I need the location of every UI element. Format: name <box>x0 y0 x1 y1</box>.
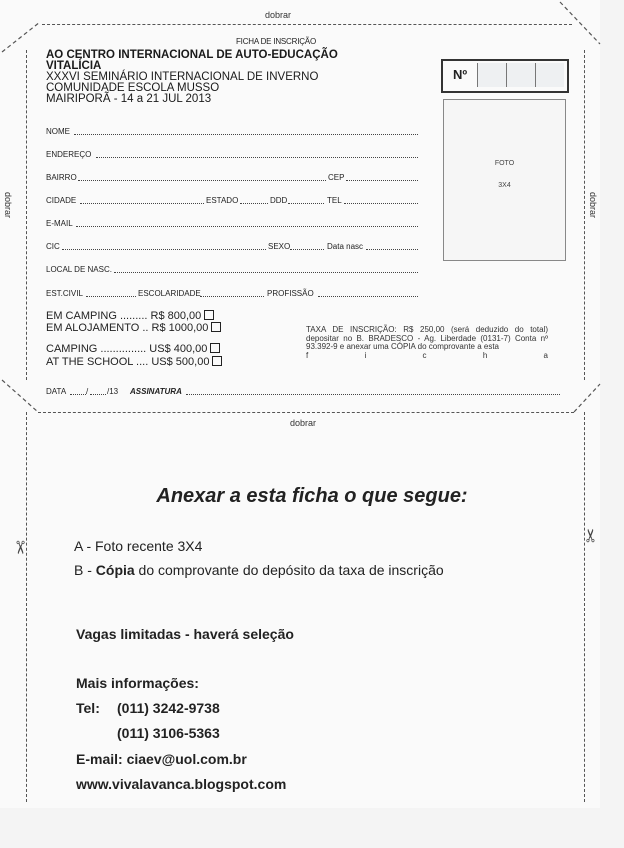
field-label-profissao: PROFISSÃO <box>267 289 314 298</box>
phone-1: (011) 3242-9738 <box>117 700 220 716</box>
field-label-email: E-MAIL <box>46 219 73 228</box>
local-nasc-field[interactable] <box>114 272 418 273</box>
scissors-icon: ✂ <box>581 527 602 544</box>
option-label: EM ALOJAMENTO .. R$ 1000,00 <box>46 322 209 334</box>
ficha-letter: f <box>306 350 309 360</box>
field-label-estado: ESTADO <box>206 196 239 205</box>
assinatura-field[interactable] <box>186 394 560 395</box>
form-title: FICHA DE INSCRIÇÃO <box>236 37 316 46</box>
option-row[interactable] <box>46 322 221 334</box>
data-day-field[interactable] <box>70 394 86 395</box>
field-label-cidade: CIDADE <box>46 196 77 205</box>
vagas-notice: Vagas limitadas - haverá seleção <box>76 626 294 642</box>
escolaridade-field[interactable] <box>200 296 264 297</box>
header-line: VITALÍCIA <box>46 60 102 72</box>
number-label: Nº <box>453 67 468 82</box>
form-header <box>46 50 338 105</box>
fold-label-right: dobrar <box>588 191 599 219</box>
header-line: COMUNIDADE ESCOLA MUSSO <box>46 82 220 94</box>
field-label-cic: CIC <box>46 242 60 251</box>
cep-field[interactable] <box>346 180 418 181</box>
tel-label: Tel: <box>76 700 100 716</box>
fee-ficha-letters <box>306 352 548 361</box>
header-line: AO CENTRO INTERNACIONAL DE AUTO-EDUCAÇÃO <box>46 49 338 61</box>
data-label: DATA <box>46 387 67 396</box>
checkbox[interactable] <box>212 356 222 366</box>
cidade-field[interactable] <box>80 203 204 204</box>
field-label-ddd: DDD <box>270 196 288 205</box>
email-field[interactable] <box>76 226 418 227</box>
field-label-est-civil: EST.CIVIL <box>46 289 83 298</box>
nome-field[interactable] <box>74 134 418 135</box>
more-info-heading: Mais informações: <box>76 675 199 691</box>
fold-label-top: dobrar <box>265 10 292 20</box>
attach-item-b: B - Cópia do comprovante do depósito da taxa de inscrição <box>74 562 444 578</box>
contact-email: E-mail: ciaev@uol.com.br <box>76 751 247 767</box>
ficha-letter: c <box>422 350 427 360</box>
number-cell[interactable] <box>506 63 535 87</box>
fee-text: TAXA DE INSCRIÇÃO: R$ 250,00 (será deduzido do total) depositar no B. BRADESCO - Ag. Liberdade (0131-7) Conta nº 93.392-9 e anexar uma CÓPIA do comprovante a esta <box>306 325 548 352</box>
field-label-sexo: SEXO <box>268 242 291 251</box>
field-label-nome: NOME <box>46 127 70 136</box>
field-label-cep: CEP <box>328 173 345 182</box>
field-label-endereco: ENDEREÇO <box>46 150 92 159</box>
fold-label-middle: dobrar <box>290 418 317 428</box>
estado-field[interactable] <box>240 203 268 204</box>
field-label-local-nasc: LOCAL DE NASC. <box>46 265 112 274</box>
profissao-field[interactable] <box>318 296 418 297</box>
ficha-letter: a <box>543 350 548 360</box>
checkbox[interactable] <box>204 310 214 320</box>
photo-size: 3X4 <box>498 182 511 189</box>
ficha-letter: i <box>364 350 367 360</box>
option-label: CAMPING ............... US$ 400,00 <box>46 343 208 355</box>
left-cut-line <box>26 412 27 802</box>
fold-label-left: dobrar <box>3 191 14 219</box>
endereco-field[interactable] <box>96 157 418 158</box>
data-month-field[interactable] <box>90 394 106 395</box>
option-label: AT THE SCHOOL .... US$ 500,00 <box>46 356 210 368</box>
registration-number-box <box>441 59 569 93</box>
phone-2: (011) 3106-5363 <box>117 725 220 741</box>
option-row[interactable] <box>46 310 214 322</box>
fee-instructions <box>306 326 548 360</box>
data-nasc-field[interactable] <box>366 249 418 250</box>
photo-label: FOTO <box>494 160 515 167</box>
field-label-escolaridade: ESCOLARIDADE <box>138 289 201 298</box>
attach-item-a: A - Foto recente 3X4 <box>74 538 203 554</box>
ficha-letter: h <box>482 350 488 360</box>
option-row[interactable] <box>46 343 220 355</box>
data-year: /13 <box>107 387 119 396</box>
field-label-bairro: BAIRRO <box>46 173 77 182</box>
header-line: MAIRIPORÃ - 14 a 21 JUL 2013 <box>46 93 212 105</box>
website: www.vivalavanca.blogspot.com <box>76 776 287 792</box>
field-label-data-nasc: Data nasc <box>327 242 364 251</box>
photo-box[interactable] <box>443 99 566 261</box>
cic-field[interactable] <box>62 249 266 250</box>
ddd-field[interactable] <box>288 203 324 204</box>
number-cell[interactable] <box>477 63 506 87</box>
right-cut-line <box>584 412 585 802</box>
number-cell[interactable] <box>535 63 564 87</box>
checkbox[interactable] <box>211 322 221 332</box>
header-line: XXXVI SEMINÁRIO INTERNACIONAL DE INVERNO <box>46 71 319 83</box>
est-civil-field[interactable] <box>86 296 136 297</box>
tel-field[interactable] <box>344 203 418 204</box>
checkbox[interactable] <box>210 343 220 353</box>
option-label: EM CAMPING ......... R$ 800,00 <box>46 310 202 322</box>
option-row[interactable] <box>46 356 222 368</box>
assinatura-label: ASSINATURA <box>130 387 182 396</box>
sexo-field[interactable] <box>290 249 324 250</box>
scissors-icon: ✂ <box>10 539 31 556</box>
field-label-tel: TEL <box>327 196 342 205</box>
attach-title: Anexar a esta ficha o que segue: <box>156 485 468 507</box>
bairro-field[interactable] <box>78 180 326 181</box>
